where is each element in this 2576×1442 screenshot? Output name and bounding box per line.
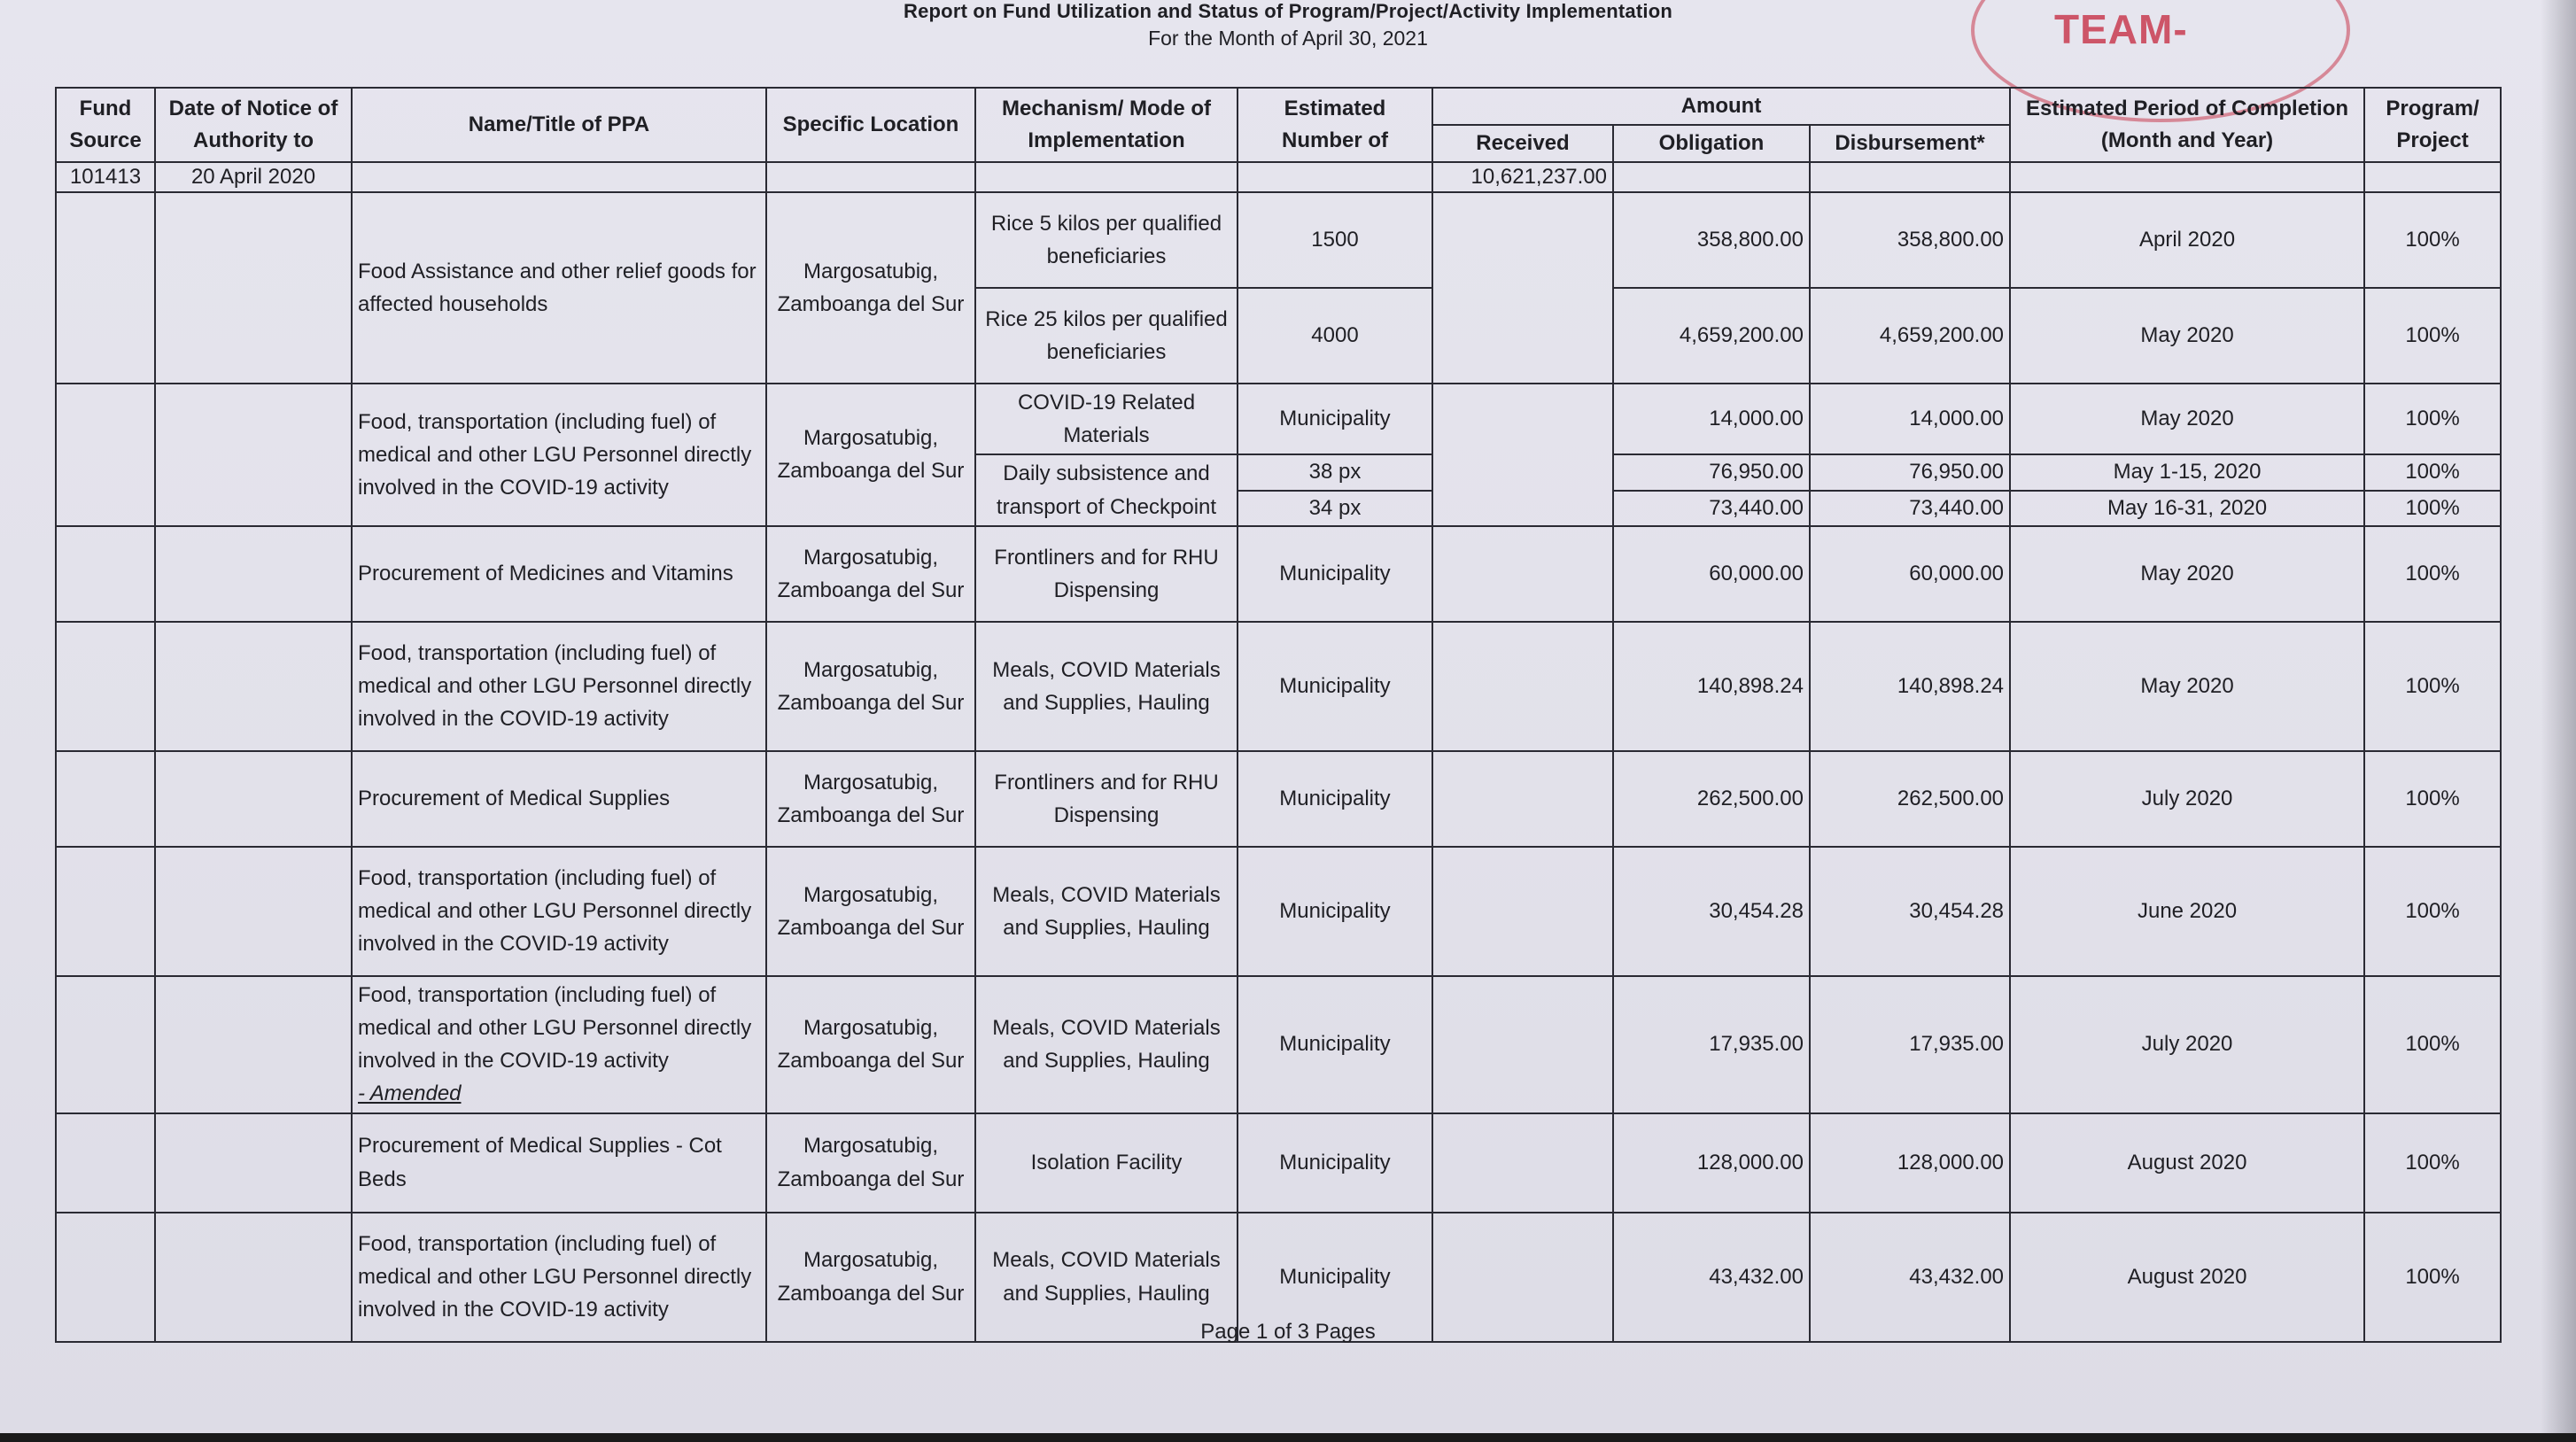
header-date-notice: Date of Notice of Authority to <box>155 88 352 162</box>
cell-mechanism: Rice 5 kilos per qualified beneficiaries <box>975 192 1238 288</box>
cell-received: 10,621,237.00 <box>1432 162 1613 192</box>
cell-pct: 100% <box>2364 454 2501 490</box>
header-obligation: Obligation <box>1613 125 1810 162</box>
cell-obligation: 17,935.00 <box>1613 976 1810 1113</box>
table-row <box>56 751 2501 847</box>
cell-period: May 2020 <box>2010 622 2364 751</box>
cell-obligation: 60,000.00 <box>1613 526 1810 622</box>
cell-location: Margosatubig, Zamboanga del Sur <box>766 192 975 384</box>
cell-obligation: 43,432.00 <box>1613 1213 1810 1342</box>
page-bottom-edge <box>0 1433 2576 1442</box>
cell-ppa-name: Food, transportation (including fuel) of medical and other LGU Personnel directly involved in the COVID-19 activity <box>352 384 766 526</box>
cell-disbursement: 30,454.28 <box>1810 847 2010 976</box>
cell-location: Margosatubig, Zamboanga del Sur <box>766 526 975 622</box>
cell-mechanism: Daily subsistence and transport of Checkpoint <box>975 454 1238 525</box>
cell-period: May 2020 <box>2010 288 2364 384</box>
amended-note: - Amended <box>358 1082 462 1106</box>
cell-ppa-name: Food, transportation (including fuel) of medical and other LGU Personnel directly involved in the COVID-19 activity <box>352 847 766 976</box>
cell-pct: 100% <box>2364 192 2501 288</box>
header-est-period: Estimated Period of Completion (Month and Year) <box>2010 88 2364 162</box>
table-row <box>56 384 2501 454</box>
report-title: Report on Fund Utilization and Status of Program/Project/Activity Implementation <box>904 0 1672 22</box>
cell-disbursement: 128,000.00 <box>1810 1113 2010 1213</box>
cell-pct: 100% <box>2364 1213 2501 1342</box>
cell-mechanism: Rice 25 kilos per qualified beneficiaries <box>975 288 1238 384</box>
cell-period: May 2020 <box>2010 384 2364 454</box>
cell-period: July 2020 <box>2010 751 2364 847</box>
header-mechanism: Mechanism/ Mode of Implementation <box>975 88 1238 162</box>
table-row <box>56 526 2501 622</box>
cell-obligation: 262,500.00 <box>1613 751 1810 847</box>
cell-pct: 100% <box>2364 751 2501 847</box>
cell-location: Margosatubig, Zamboanga del Sur <box>766 976 975 1113</box>
cell-disbursement: 140,898.24 <box>1810 622 2010 751</box>
fund-utilization-table <box>55 87 2502 1343</box>
cell-obligation: 358,800.00 <box>1613 192 1810 288</box>
cell-ppa-name: Food Assistance and other relief goods for affected households <box>352 192 766 384</box>
header-location: Specific Location <box>766 88 975 162</box>
table-row <box>56 976 2501 1113</box>
cell-obligation: 30,454.28 <box>1613 847 1810 976</box>
cell-obligation: 4,659,200.00 <box>1613 288 1810 384</box>
cell-obligation: 140,898.24 <box>1613 622 1810 751</box>
cell-disbursement: 14,000.00 <box>1810 384 2010 454</box>
cell-mechanism: Meals, COVID Materials and Supplies, Hauling <box>975 1213 1238 1342</box>
cell-number: Municipality <box>1238 847 1432 976</box>
cell-number: Municipality <box>1238 976 1432 1113</box>
cell-date: 20 April 2020 <box>155 162 352 192</box>
cell-location: Margosatubig, Zamboanga del Sur <box>766 384 975 526</box>
cell-number: 4000 <box>1238 288 1432 384</box>
report-subtitle: For the Month of April 30, 2021 <box>1148 27 1428 50</box>
cell-pct: 100% <box>2364 526 2501 622</box>
cell-period: August 2020 <box>2010 1113 2364 1213</box>
cell-disbursement: 43,432.00 <box>1810 1213 2010 1342</box>
cell-disbursement: 60,000.00 <box>1810 526 2010 622</box>
cell-location: Margosatubig, Zamboanga del Sur <box>766 751 975 847</box>
table-row <box>56 1113 2501 1213</box>
cell-location: Margosatubig, Zamboanga del Sur <box>766 1113 975 1213</box>
cell-number: 34 px <box>1238 491 1432 526</box>
cell-pct: 100% <box>2364 1113 2501 1213</box>
cell-number: Municipality <box>1238 622 1432 751</box>
header-fund-source: Fund Source <box>56 88 155 162</box>
header-est-number: Estimated Number of <box>1238 88 1432 162</box>
cell-number: Municipality <box>1238 1113 1432 1213</box>
cell-number: 38 px <box>1238 454 1432 490</box>
cell-ppa-name: Food, transportation (including fuel) of medical and other LGU Personnel directly involved in the COVID-19 activity <box>352 622 766 751</box>
table-row <box>56 622 2501 751</box>
cell-number: Municipality <box>1238 384 1432 454</box>
cell-ppa-name: Food, transportation (including fuel) of medical and other LGU Personnel directly involved in the COVID-19 activity <box>352 1213 766 1342</box>
stamp-text: TEAM- <box>2054 6 2188 52</box>
cell-mechanism: Frontliners and for RHU Dispensing <box>975 526 1238 622</box>
cell-disbursement: 73,440.00 <box>1810 491 2010 526</box>
cell-obligation: 76,950.00 <box>1613 454 1810 490</box>
cell-location: Margosatubig, Zamboanga del Sur <box>766 1213 975 1342</box>
table-row <box>56 192 2501 288</box>
cell-mechanism: Meals, COVID Materials and Supplies, Hauling <box>975 976 1238 1113</box>
page-footer: Page 1 of 3 Pages <box>1200 1320 1376 1344</box>
cell-ppa-name <box>352 976 766 1113</box>
cell-period: May 1-15, 2020 <box>2010 454 2364 490</box>
cell-mechanism: COVID-19 Related Materials <box>975 384 1238 454</box>
header-amount: Amount <box>1432 88 2010 125</box>
cell-number: Municipality <box>1238 526 1432 622</box>
cell-period: August 2020 <box>2010 1213 2364 1342</box>
cell-fund-source: 101413 <box>56 162 155 192</box>
cell-period: April 2020 <box>2010 192 2364 288</box>
cell-period: May 2020 <box>2010 526 2364 622</box>
cell-disbursement: 17,935.00 <box>1810 976 2010 1113</box>
cell-period: May 16-31, 2020 <box>2010 491 2364 526</box>
cell-obligation: 128,000.00 <box>1613 1113 1810 1213</box>
cell-pct: 100% <box>2364 847 2501 976</box>
cell-disbursement: 358,800.00 <box>1810 192 2010 288</box>
cell-obligation: 14,000.00 <box>1613 384 1810 454</box>
page-edge-shadow <box>2541 0 2576 1442</box>
header-disbursement: Disbursement* <box>1810 125 2010 162</box>
cell-pct: 100% <box>2364 384 2501 454</box>
cell-obligation: 73,440.00 <box>1613 491 1810 526</box>
cell-location: Margosatubig, Zamboanga del Sur <box>766 847 975 976</box>
cell-pct: 100% <box>2364 288 2501 384</box>
cell-ppa-name: Procurement of Medical Supplies <box>352 751 766 847</box>
cell-location: Margosatubig, Zamboanga del Sur <box>766 622 975 751</box>
ppa-name-text: Food, transportation (including fuel) of medical and other LGU Personnel directly involved in the COVID-19 activity <box>358 982 752 1074</box>
cell-number: 1500 <box>1238 192 1432 288</box>
header-received: Received <box>1432 125 1613 162</box>
cell-disbursement: 76,950.00 <box>1810 454 2010 490</box>
cell-pct: 100% <box>2364 491 2501 526</box>
cell-disbursement: 262,500.00 <box>1810 751 2010 847</box>
header-program: Program/ Project <box>2364 88 2501 162</box>
cell-mechanism: Frontliners and for RHU Dispensing <box>975 751 1238 847</box>
table-row <box>56 847 2501 976</box>
cell-mechanism: Meals, COVID Materials and Supplies, Hauling <box>975 847 1238 976</box>
cell-mechanism: Isolation Facility <box>975 1113 1238 1213</box>
cell-pct: 100% <box>2364 976 2501 1113</box>
cell-number: Municipality <box>1238 1213 1432 1342</box>
header-name-ppa: Name/Title of PPA <box>352 88 766 162</box>
cell-number: Municipality <box>1238 751 1432 847</box>
cell-pct: 100% <box>2364 622 2501 751</box>
cell-ppa-name: Procurement of Medical Supplies - Cot Beds <box>352 1113 766 1213</box>
cell-period: June 2020 <box>2010 847 2364 976</box>
cell-ppa-name: Procurement of Medicines and Vitamins <box>352 526 766 622</box>
cell-period: July 2020 <box>2010 976 2364 1113</box>
cell-mechanism: Meals, COVID Materials and Supplies, Hauling <box>975 622 1238 751</box>
table-row <box>56 162 2501 192</box>
cell-disbursement: 4,659,200.00 <box>1810 288 2010 384</box>
